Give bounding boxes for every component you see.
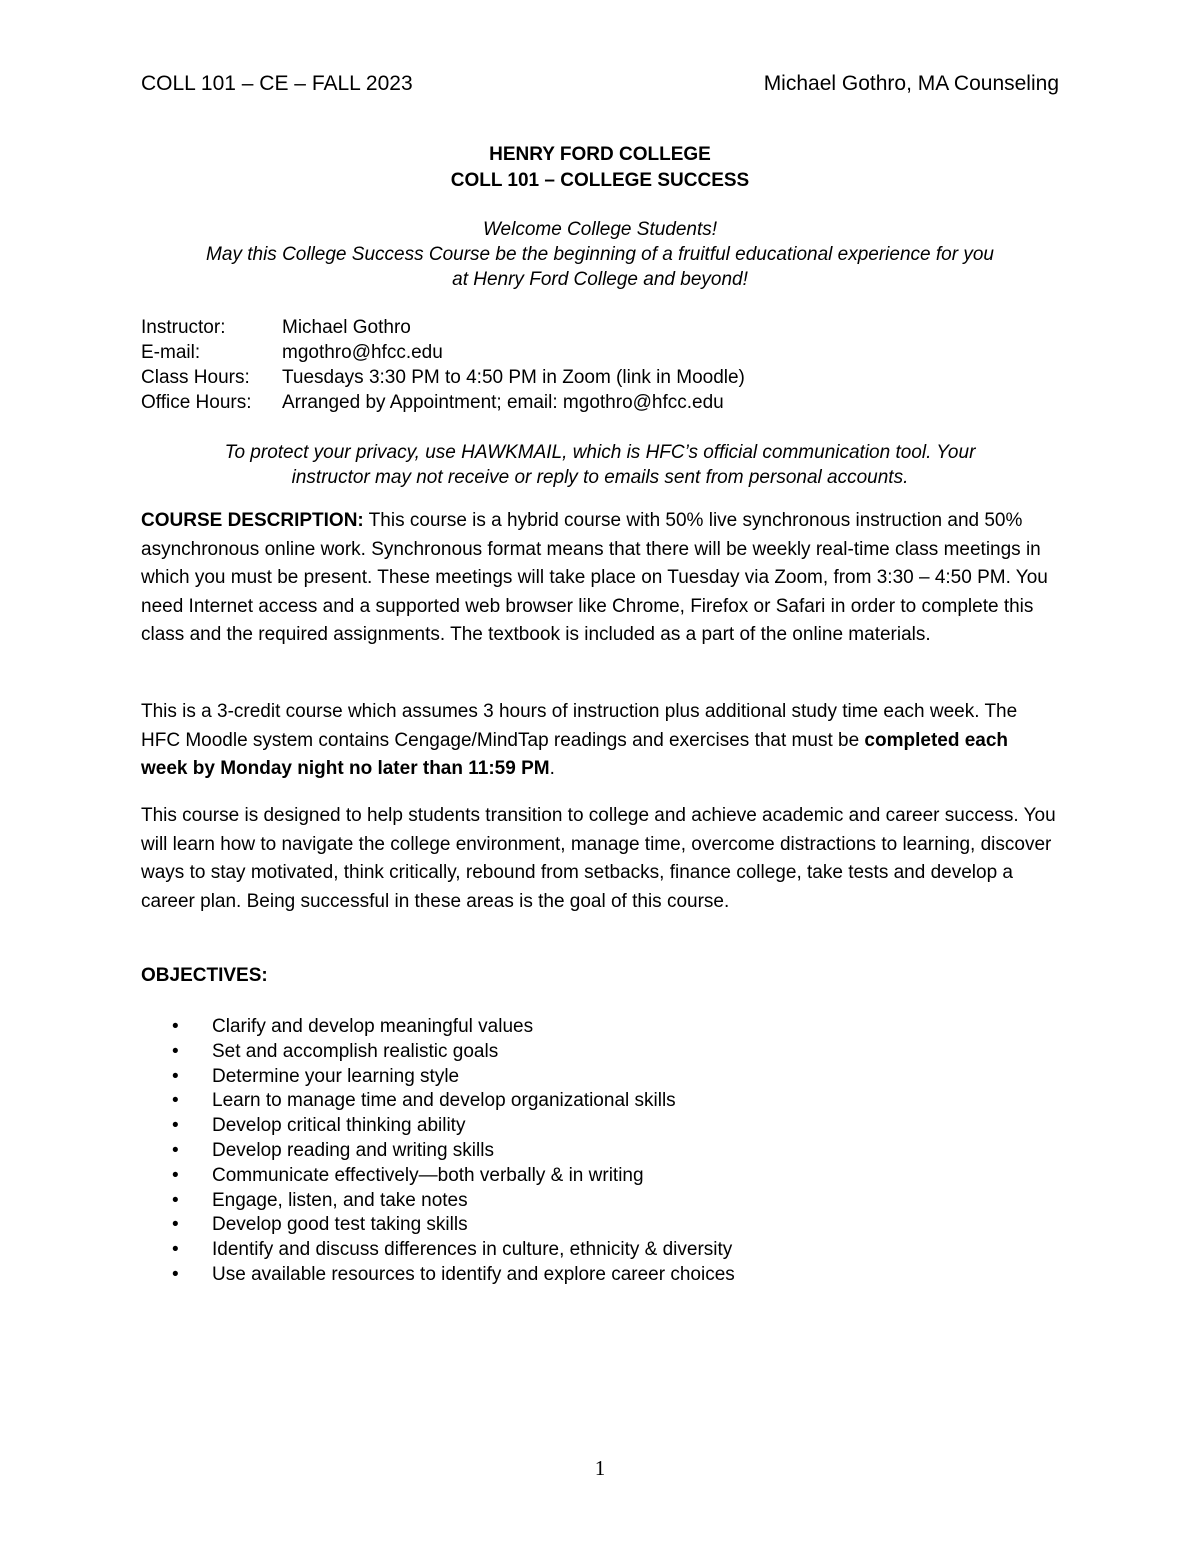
bullet-icon: • — [172, 1040, 179, 1062]
bullet-icon: • — [172, 1189, 179, 1211]
privacy-line: To protect your privacy, use HAWKMAIL, which is HFC’s official communication tool. Your — [224, 442, 976, 463]
objective-text: Clarify and develop meaningful values — [212, 1016, 534, 1037]
credit-text-end: . — [549, 758, 555, 779]
info-label: Office Hours: — [141, 392, 252, 413]
list-item — [141, 1263, 735, 1288]
objective-text: Develop reading and writing skills — [212, 1139, 494, 1161]
objectives-list — [141, 1015, 735, 1288]
info-row-email — [141, 340, 745, 365]
course-description-text: This course is a hybrid course with 50% live synchronous instruction and 50% asynchronous online work. Synchronous format means that there will be weekly real-time class meetings in which you must be present. These meetings will take place on Tuesday via Zoom, from 3:30 – 4:50 PM. You need Internet access and a supported web browser like Chrome, Firefox or Safari in order to complete this class and the required assignments. The textbook is included as a part of the online materials. — [141, 510, 1048, 645]
course-description — [141, 507, 1059, 650]
bullet-icon: • — [172, 1090, 179, 1112]
header-instructor: Michael Gothro, MA Counseling — [763, 72, 1059, 95]
header-course-code: COLL 101 – CE – FALL 2023 — [141, 72, 413, 95]
credit-paragraph — [141, 698, 1059, 784]
list-item — [141, 1015, 735, 1040]
welcome-message — [141, 217, 1059, 292]
list-item — [141, 1040, 735, 1065]
welcome-line: at Henry Ford College and beyond! — [452, 269, 748, 290]
list-item — [141, 1213, 735, 1238]
objectives-heading: OBJECTIVES: — [141, 965, 268, 986]
info-value: Arranged by Appointment; email: mgothro@hfcc.edu — [282, 392, 724, 413]
objective-text: Determine your learning style — [212, 1065, 460, 1087]
instructor-info — [141, 315, 745, 415]
credit-text: This is a 3-credit course which assumes 3 hours of instruction plus additional study time each week. The HFC Moodle system contains Cengage/MindTap readings and exercises that must be — [141, 701, 1018, 751]
info-label: Instructor: — [141, 317, 226, 338]
course-title: COLL 101 – COLLEGE SUCCESS — [450, 170, 750, 191]
page-header — [141, 72, 1059, 100]
objective-text: Communicate effectively—both verbally & in writing — [212, 1164, 644, 1186]
objective-text: Use available resources to identify and explore career choices — [212, 1263, 735, 1285]
list-item — [141, 1065, 735, 1090]
list-item — [141, 1114, 735, 1139]
objective-text: Learn to manage time and develop organizational skills — [212, 1090, 676, 1112]
list-item — [141, 1139, 735, 1164]
objective-text: Develop critical thinking ability — [212, 1115, 466, 1137]
info-value: Michael Gothro — [282, 317, 411, 338]
bullet-icon: • — [172, 1065, 179, 1087]
info-row-office-hours — [141, 390, 745, 415]
welcome-line: May this College Success Course be the beginning of a fruitful educational experience for you — [206, 244, 994, 265]
objective-text: Engage, listen, and take notes — [212, 1189, 468, 1211]
info-row-class-hours — [141, 365, 745, 390]
course-design-paragraph: This course is designed to help students transition to college and achieve academic and career success. You will learn how to navigate the college environment, manage time, overcome distractions to learning, discover ways to stay motivated, think critically, rebound from setbacks, finance college, take tests and develop a career plan. Being successful in these areas is the goal of this course. — [141, 805, 1056, 912]
info-value: mgothro@hfcc.edu — [282, 342, 443, 363]
page-number: 1 — [594, 1456, 606, 1480]
objective-text: Set and accomplish realistic goals — [212, 1040, 499, 1062]
info-label: Class Hours: — [141, 367, 250, 388]
bullet-icon: • — [172, 1239, 179, 1261]
list-item — [141, 1189, 735, 1214]
objective-text: Develop good test taking skills — [212, 1214, 468, 1236]
welcome-line: Welcome College Students! — [482, 219, 718, 240]
bullet-icon: • — [172, 1115, 179, 1137]
document-title — [141, 142, 1059, 194]
list-item — [141, 1164, 735, 1189]
info-value: Tuesdays 3:30 PM to 4:50 PM in Zoom (link in Moodle) — [282, 367, 745, 388]
bullet-icon: • — [172, 1016, 179, 1037]
bullet-icon: • — [172, 1214, 179, 1236]
bullet-icon: • — [172, 1164, 179, 1186]
privacy-line: instructor may not receive or reply to emails sent from personal accounts. — [291, 467, 909, 488]
objective-text: Identify and discuss differences in culture, ethnicity & diversity — [212, 1239, 733, 1261]
privacy-notice — [141, 440, 1059, 490]
bullet-icon: • — [172, 1139, 179, 1161]
info-label: E-mail: — [141, 342, 201, 363]
info-row-instructor — [141, 315, 745, 340]
bullet-icon: • — [172, 1263, 179, 1285]
list-item — [141, 1238, 735, 1263]
deadline-emphasis: completed each week by Monday night no later than 11:59 PM — [141, 729, 1009, 779]
college-name: HENRY FORD COLLEGE — [489, 144, 711, 165]
course-description-label: COURSE DESCRIPTION: — [141, 510, 364, 531]
list-item — [141, 1089, 735, 1114]
